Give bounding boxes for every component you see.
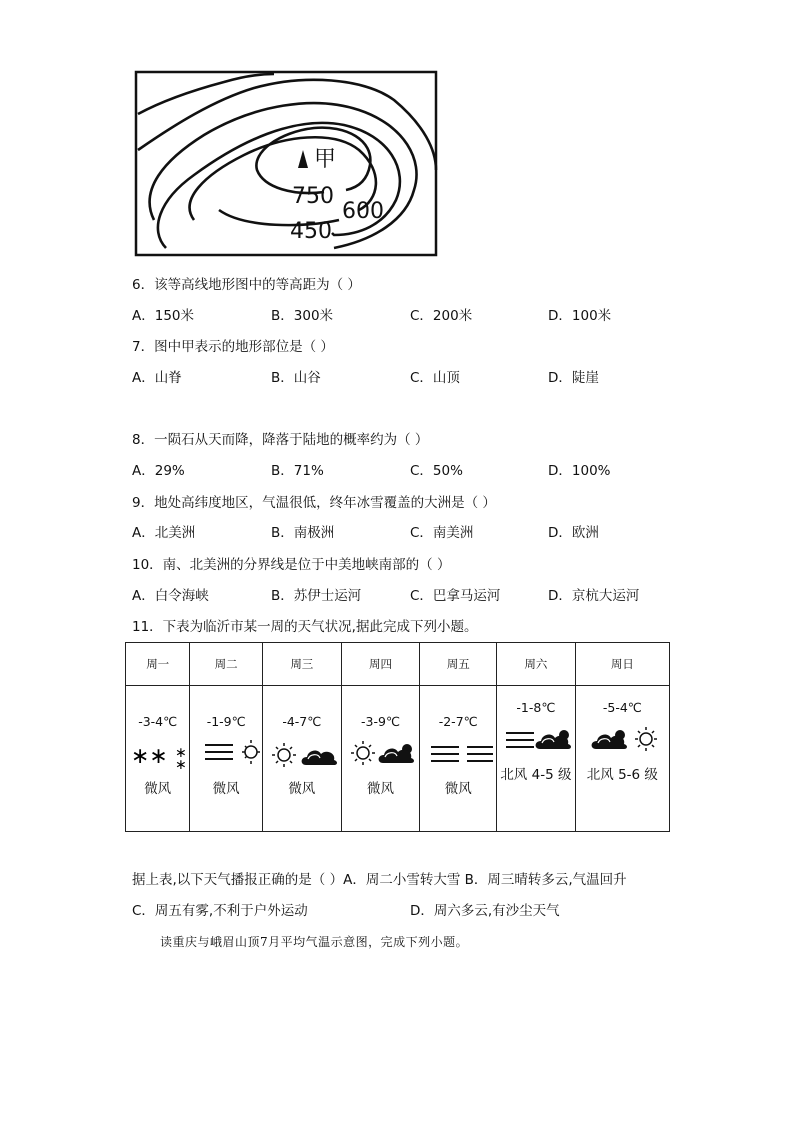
- reading-note: 读重庆与峨眉山顶7月平均气温示意图，完成下列小题。: [160, 935, 469, 949]
- day-header: 周三: [262, 643, 341, 686]
- contour-map: [134, 70, 440, 258]
- q7-option-b[interactable]: B．山谷: [271, 370, 321, 386]
- sun-icon: [635, 727, 657, 751]
- fog-icon: [467, 747, 493, 761]
- q8-stem: 8．一陨石从天而降，降落于陆地的概率约为（ ）: [132, 432, 429, 448]
- q6-option-b[interactable]: B．300米: [271, 308, 334, 324]
- q9-option-d[interactable]: D．欧洲: [548, 525, 599, 541]
- snow-icon: [127, 735, 189, 771]
- cloudy-icon: [301, 750, 336, 765]
- weather-icons: [497, 721, 575, 757]
- partly-cloudy-icon: [592, 730, 627, 749]
- q8-option-d[interactable]: D．100%: [548, 463, 611, 479]
- fog-icon: [506, 733, 534, 747]
- q8-option-c[interactable]: C．50%: [410, 463, 463, 479]
- weather-cell: [497, 686, 576, 832]
- q6-option-a[interactable]: A．150米: [132, 308, 195, 324]
- temperature: -3-9℃: [361, 714, 400, 729]
- q9-option-c[interactable]: C．南美洲: [410, 525, 474, 541]
- temperature: -3-4℃: [138, 714, 178, 729]
- weather-icons: [263, 735, 341, 771]
- q7-option-a[interactable]: A．山脊: [132, 370, 182, 386]
- weather-cell: [190, 686, 263, 832]
- sun-icon: [272, 743, 296, 767]
- wind: 北风 4-5 级: [500, 767, 572, 783]
- contour-map-svg: [134, 70, 440, 258]
- weather-cell: [262, 686, 341, 832]
- day-header: 周二: [190, 643, 263, 686]
- contour-label-600: 600: [342, 199, 384, 224]
- contour-label-750: 750: [292, 184, 334, 209]
- weather-table-header-row: [126, 643, 670, 686]
- day-header: 周六: [497, 643, 576, 686]
- wind: 微风: [444, 781, 472, 797]
- peak-label: 甲: [314, 147, 337, 172]
- temperature: -5-4℃: [602, 700, 642, 715]
- weather-table: [125, 642, 670, 832]
- q7-stem: 7．图中甲表示的地形部位是（ ）: [132, 339, 334, 355]
- wind: 北风 5-6 级: [586, 767, 658, 783]
- fog-icon: [431, 747, 459, 761]
- svg-text:∗: ∗: [174, 757, 187, 771]
- q6-option-d[interactable]: D．100米: [548, 308, 612, 324]
- q10-option-c[interactable]: C．巴拿马运河: [410, 588, 501, 604]
- q7-option-d[interactable]: D．陡崖: [548, 370, 599, 386]
- wind: 微风: [367, 781, 395, 797]
- weather-cell: [420, 686, 497, 832]
- svg-text:∗: ∗: [174, 745, 187, 761]
- weather-table-body-row: [126, 686, 670, 832]
- q10-option-b[interactable]: B．苏伊士运河: [271, 588, 362, 604]
- q11-option-c[interactable]: C．周五有雾,不利于户外运动: [132, 903, 308, 919]
- wind: 微风: [212, 781, 240, 797]
- fog-icon: [205, 745, 233, 759]
- day-header: 周四: [341, 643, 420, 686]
- q10-option-d[interactable]: D．京杭大运河: [548, 588, 640, 604]
- temperature: -1-8℃: [516, 700, 556, 715]
- q9-option-a[interactable]: A．北美洲: [132, 525, 196, 541]
- svg-text:∗∗: ∗∗: [130, 744, 168, 769]
- weather-icons: [342, 735, 420, 771]
- partly-cloudy-icon: [535, 730, 570, 749]
- day-header: 周五: [420, 643, 497, 686]
- q9-option-b[interactable]: B．南极洲: [271, 525, 335, 541]
- day-header: 周一: [126, 643, 190, 686]
- weather-icons: [576, 721, 669, 757]
- q8-option-a[interactable]: A．29%: [132, 463, 185, 479]
- wind: 微风: [144, 781, 172, 797]
- contour-label-450: 450: [290, 219, 332, 244]
- partly-cloudy-icon: [378, 744, 413, 763]
- weather-icons: [190, 735, 262, 771]
- q10-stem: 10．南、北美洲的分界线是位于中美地峡南部的（ ）: [132, 557, 451, 573]
- wind: 微风: [288, 781, 316, 797]
- sun-icon: [242, 740, 260, 764]
- q8-option-b[interactable]: B．71%: [271, 463, 324, 479]
- weather-cell: [575, 686, 669, 832]
- temperature: -4-7℃: [282, 714, 322, 729]
- weather-icons: [126, 735, 189, 771]
- q9-stem: 9．地处高纬度地区，气温很低，终年冰雪覆盖的大洲是（ ）: [132, 495, 496, 511]
- q6-option-c[interactable]: C．200米: [410, 308, 473, 324]
- temperature: -2-7℃: [438, 714, 478, 729]
- day-header: 周日: [575, 643, 669, 686]
- sun-icon: [351, 741, 375, 765]
- q11-option-d[interactable]: D．周六多云,有沙尘天气: [410, 903, 560, 919]
- weather-icons: [420, 735, 496, 771]
- q7-option-c[interactable]: C．山顶: [410, 370, 460, 386]
- q11-stem: 11．下表为临沂市某一周的天气状况,据此完成下列小题。: [132, 619, 478, 635]
- weather-cell: [126, 686, 190, 832]
- q6-stem: 6．该等高线地形图中的等高距为（ ）: [132, 277, 361, 293]
- q11-sub-stem: 据上表,以下天气播报正确的是（ ）A．周二小雪转大雪 B．周三晴转多云,气温回升: [132, 872, 627, 888]
- weather-cell: [341, 686, 420, 832]
- temperature: -1-9℃: [206, 714, 246, 729]
- q10-option-a[interactable]: A．白令海峡: [132, 588, 209, 604]
